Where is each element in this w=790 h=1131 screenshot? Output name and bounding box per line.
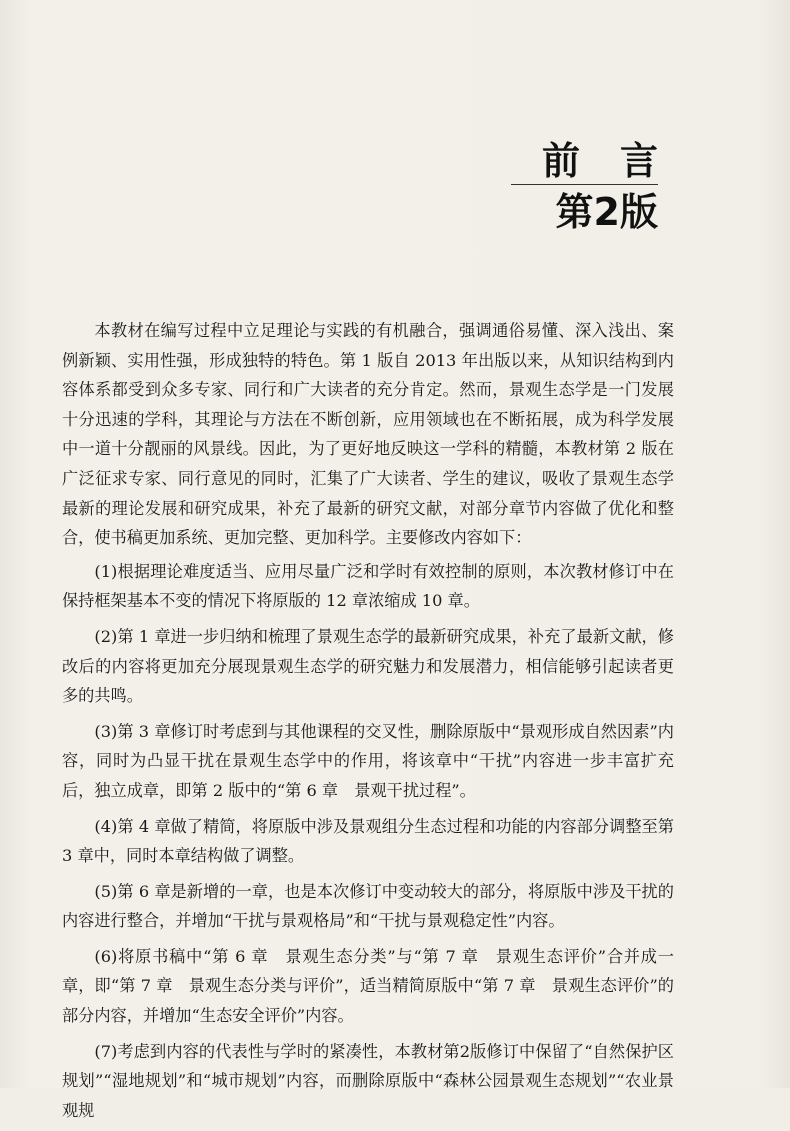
title-divider (511, 184, 658, 185)
paragraph-item-7: (7)考虑到内容的代表性与学时的紧凑性，本教材第2版修订中保留了“自然保护区规划”“湿地规划”和“城市规划”内容，而删除原版中“森林公园景观生态规划”“农业景观规 (62, 1041, 674, 1120)
paragraph-item-2: (2)第 1 章进一步归纳和梳理了景观生态学的最新研究成果，补充了最新文献，修改后的内容将更加充分展现景观生态学的研究魅力和发展潜力，相信能够引起读者更多的共鸣。 (62, 626, 674, 706)
paragraph-item-5: (5)第 6 章是新增的一章，也是本次修订中变动较大的部分，将原版中涉及干扰的内容进行整合，并增加“干扰与景观格局”和“干扰与景观稳定性”内容。 (62, 881, 674, 931)
paragraph-item-1: (1)根据理论难度适当、应用尽量广泛和学时有效控制的原则，本次教材修订中在保持框架基本不变的情况下将原版的 12 章浓缩成 10 章。 (62, 561, 674, 611)
paragraph-item-6: (6)将原书稿中“第 6 章 景观生态分类”与“第 7 章 景观生态评价”合并成一章，即“第 7 章 景观生态分类与评价”，适当精简原版中“第 7 章 景观生态评价”的部分内容，并增加“生态安全评价”内容。 (62, 946, 674, 1026)
preface-body (62, 316, 674, 1131)
paragraph-item-3: (3)第 3 章修订时考虑到与其他课程的交叉性，删除原版中“景观形成自然因素”内容，同时为凸显干扰在景观生态学中的作用，将该章中“干扰”内容进一步丰富扩充后，独立成章，即第 2 版中的“第 6 章 景观干扰过程”。 (62, 721, 674, 800)
paragraph-intro: 本教材在编写过程中立足理论与实践的有机融合，强调通俗易懂、深入浅出、案例新颖、实用性强，形成独特的特色。第 1 版自 2013 年出版以来，从知识结构到内容体系都受到众多专家、同行和广大读者的充分肯定。然而，景观生态学是一门发展十分迅速的学科，其理论与方法在不断创新，应用领域也在不断拓展，成为科学发展中一道十分靓丽的风景线。因此，为了更好地反映这一学科的精髓，本教材第 2 版在广泛征求专家、同行意见的同时，汇集了广大读者、学生的建议，吸收了景观生态学最新的理论发展和研究成果，补充了最新的研究文献，对部分章节内容做了优化和整合，使书稿更加系统、更加完整、更加科学。主要修改内容如下： (62, 321, 674, 548)
edition-label: 第2版 (555, 190, 658, 234)
paragraph-item-4: (4)第 4 章做了精简，将原版中涉及景观组分生态过程和功能的内容部分调整至第 3 章中，同时本章结构做了调整。 (62, 816, 674, 866)
page-title: 前言 (541, 139, 698, 183)
title-block (513, 139, 698, 235)
